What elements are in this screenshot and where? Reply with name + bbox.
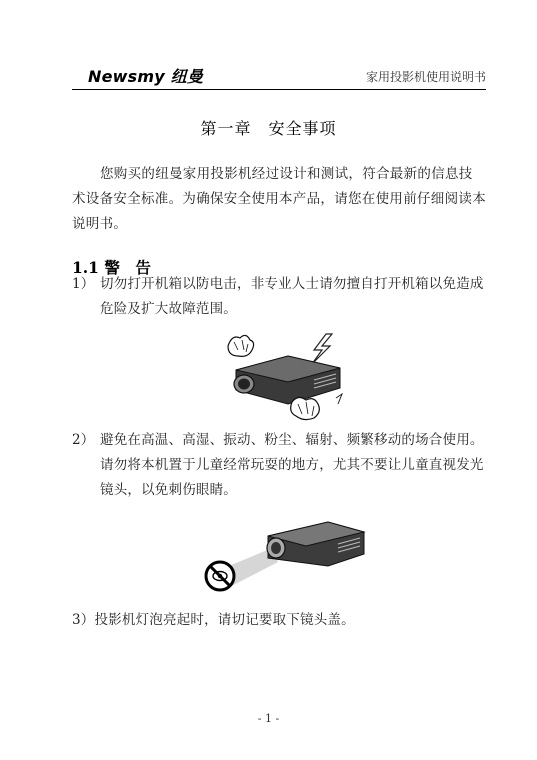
- header-divider: [72, 89, 486, 90]
- chapter-title: 第一章 安全事项: [200, 119, 337, 138]
- document-title: 家用投影机使用说明书: [365, 70, 486, 84]
- brand-logo: Newsmy 纽曼: [88, 67, 204, 86]
- page-number: - 1 -: [257, 712, 280, 725]
- warning-item-1: [72, 272, 486, 322]
- intro-paragraph: 您购买的纽曼家用投影机经过设计和测试，符合最新的信息技术设备安全标准。为确保安全使用本产品，请您在使用前仔细阅读本说明书。: [72, 166, 486, 232]
- electric-shock-illustration: [218, 328, 348, 423]
- warning-item-3: [72, 608, 486, 633]
- warning-item-2: [72, 428, 486, 503]
- no-direct-view-illustration: [198, 514, 368, 594]
- item-text: 避免在高温、高湿、振动、粉尘、辐射、频繁移动的场合使用。请勿将本机置于儿童经常玩耍的地方，尤其不要让儿童直视发光镜头，以免刺伤眼睛。: [100, 432, 484, 498]
- item-number: 1）: [72, 276, 95, 292]
- item-text-content: 投影机灯泡亮起时，请切记要取下镜头盖。: [94, 612, 355, 628]
- item-number: 2）: [72, 432, 95, 448]
- page-header: [72, 62, 486, 90]
- item-text: [72, 608, 486, 633]
- section-heading-warning: 1.1 警 告: [72, 258, 151, 277]
- item-text: 切勿打开机箱以防电击，非专业人士请勿擅自打开机箱以免造成危险及扩大故障范围。: [100, 276, 484, 317]
- item-number: 3）: [72, 612, 95, 628]
